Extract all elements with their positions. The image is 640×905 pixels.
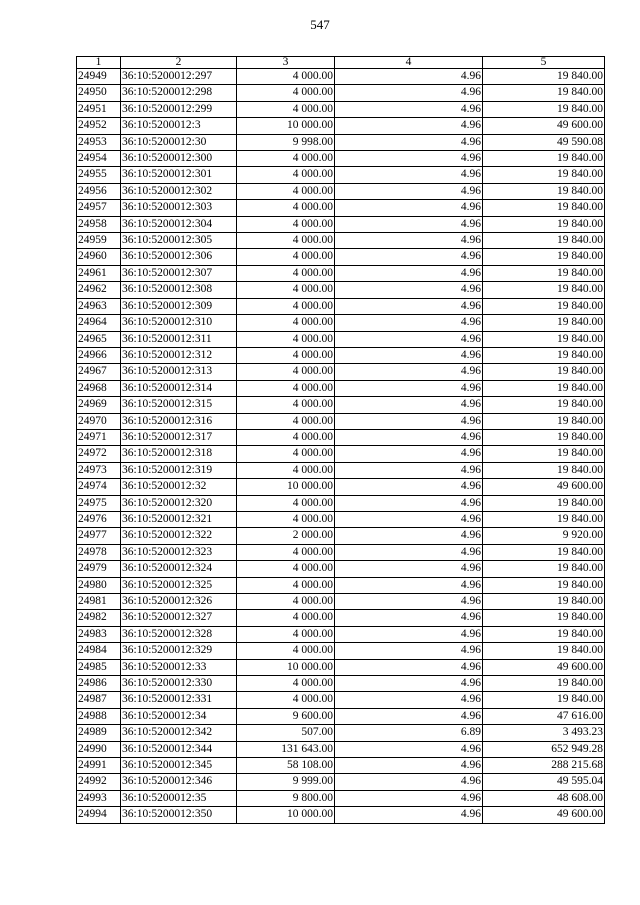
area-cell: 4 000.00	[237, 495, 335, 511]
rate-cell: 4.96	[335, 594, 483, 610]
area-cell: 4 000.00	[237, 610, 335, 626]
area-cell: 4 000.00	[237, 347, 335, 363]
area-cell: 4 000.00	[237, 183, 335, 199]
area-cell: 2 000.00	[237, 528, 335, 544]
value-cell: 48 608.00	[483, 790, 605, 806]
table-row	[77, 364, 605, 380]
value-cell: 9 920.00	[483, 528, 605, 544]
row-number-cell: 24977	[77, 528, 121, 544]
row-number-cell: 24963	[77, 298, 121, 314]
cadastral-number-cell: 36:10:5200012:32	[121, 479, 237, 495]
area-cell: 10 000.00	[237, 659, 335, 675]
value-cell: 47 616.00	[483, 708, 605, 724]
cadastral-number-cell: 36:10:5200012:309	[121, 298, 237, 314]
table-row	[77, 446, 605, 462]
row-number-cell: 24964	[77, 315, 121, 331]
value-cell: 19 840.00	[483, 643, 605, 659]
area-cell: 4 000.00	[237, 462, 335, 478]
table-row	[77, 462, 605, 478]
cadastral-number-cell: 36:10:5200012:319	[121, 462, 237, 478]
table-row	[77, 725, 605, 741]
area-cell: 4 000.00	[237, 643, 335, 659]
row-number-cell: 24957	[77, 200, 121, 216]
table-row	[77, 528, 605, 544]
row-number-cell: 24976	[77, 511, 121, 527]
rate-cell: 4.96	[335, 610, 483, 626]
cadastral-number-cell: 36:10:5200012:327	[121, 610, 237, 626]
value-cell: 49 600.00	[483, 659, 605, 675]
cadastral-number-cell: 36:10:5200012:346	[121, 774, 237, 790]
table-body	[77, 69, 605, 824]
rate-cell: 4.96	[335, 183, 483, 199]
row-number-cell: 24953	[77, 134, 121, 150]
row-number-cell: 24994	[77, 807, 121, 823]
table-row	[77, 200, 605, 216]
row-number-cell: 24984	[77, 643, 121, 659]
rate-cell: 4.96	[335, 118, 483, 134]
row-number-cell: 24975	[77, 495, 121, 511]
rate-cell: 4.96	[335, 659, 483, 675]
area-cell: 4 000.00	[237, 380, 335, 396]
row-number-cell: 24978	[77, 544, 121, 560]
row-number-cell: 24952	[77, 118, 121, 134]
value-cell: 3 493.23	[483, 725, 605, 741]
table-row	[77, 544, 605, 560]
area-cell: 10 000.00	[237, 479, 335, 495]
row-number-cell: 24979	[77, 561, 121, 577]
rate-cell: 4.96	[335, 790, 483, 806]
table-row	[77, 479, 605, 495]
cadastral-number-cell: 36:10:5200012:313	[121, 364, 237, 380]
area-cell: 4 000.00	[237, 282, 335, 298]
cadastral-number-cell: 36:10:5200012:3	[121, 118, 237, 134]
rate-cell: 4.96	[335, 479, 483, 495]
cadastral-number-cell: 36:10:5200012:322	[121, 528, 237, 544]
value-cell: 19 840.00	[483, 676, 605, 692]
rate-cell: 4.96	[335, 347, 483, 363]
value-cell: 19 840.00	[483, 101, 605, 117]
row-number-cell: 24980	[77, 577, 121, 593]
cadastral-number-cell: 36:10:5200012:312	[121, 347, 237, 363]
rate-cell: 4.96	[335, 462, 483, 478]
table-row	[77, 85, 605, 101]
value-cell: 19 840.00	[483, 85, 605, 101]
cadastral-number-cell: 36:10:5200012:316	[121, 413, 237, 429]
table-row	[77, 741, 605, 757]
value-cell: 19 840.00	[483, 233, 605, 249]
rate-cell: 4.96	[335, 216, 483, 232]
cadastral-number-cell: 36:10:5200012:303	[121, 200, 237, 216]
table-row	[77, 265, 605, 281]
cadastral-number-cell: 36:10:5200012:300	[121, 151, 237, 167]
table-row	[77, 167, 605, 183]
table-row	[77, 315, 605, 331]
cadastral-number-cell: 36:10:5200012:308	[121, 282, 237, 298]
area-cell: 9 998.00	[237, 134, 335, 150]
row-number-cell: 24959	[77, 233, 121, 249]
rate-cell: 4.96	[335, 413, 483, 429]
rate-cell: 4.96	[335, 692, 483, 708]
area-cell: 4 000.00	[237, 315, 335, 331]
cadastral-number-cell: 36:10:5200012:307	[121, 265, 237, 281]
row-number-cell: 24990	[77, 741, 121, 757]
cadastral-number-cell: 36:10:5200012:350	[121, 807, 237, 823]
value-cell: 19 840.00	[483, 577, 605, 593]
table-row	[77, 380, 605, 396]
area-cell: 4 000.00	[237, 446, 335, 462]
rate-cell: 4.96	[335, 265, 483, 281]
cadastral-number-cell: 36:10:5200012:315	[121, 397, 237, 413]
page-number: 547	[310, 17, 330, 32]
table-row	[77, 561, 605, 577]
table-row	[77, 298, 605, 314]
value-cell: 19 840.00	[483, 216, 605, 232]
rate-cell: 4.96	[335, 364, 483, 380]
rate-cell: 4.96	[335, 380, 483, 396]
cadastral-number-cell: 36:10:5200012:326	[121, 594, 237, 610]
row-number-cell: 24962	[77, 282, 121, 298]
area-cell: 4 000.00	[237, 331, 335, 347]
row-number-cell: 24988	[77, 708, 121, 724]
value-cell: 288 215.68	[483, 758, 605, 774]
row-number-cell: 24970	[77, 413, 121, 429]
rate-cell: 4.96	[335, 544, 483, 560]
table-row	[77, 708, 605, 724]
area-cell: 4 000.00	[237, 561, 335, 577]
rate-cell: 4.96	[335, 397, 483, 413]
cadastral-number-cell: 36:10:5200012:344	[121, 741, 237, 757]
rate-cell: 4.96	[335, 233, 483, 249]
table-row	[77, 183, 605, 199]
table-row	[77, 676, 605, 692]
row-number-cell: 24955	[77, 167, 121, 183]
header-row	[77, 57, 605, 69]
row-number-cell: 24966	[77, 347, 121, 363]
rate-cell: 4.96	[335, 708, 483, 724]
area-cell: 4 000.00	[237, 429, 335, 445]
cadastral-number-cell: 36:10:5200012:297	[121, 69, 237, 85]
row-number-cell: 24987	[77, 692, 121, 708]
area-cell: 4 000.00	[237, 692, 335, 708]
area-cell: 4 000.00	[237, 216, 335, 232]
area-cell: 4 000.00	[237, 101, 335, 117]
value-cell: 19 840.00	[483, 544, 605, 560]
row-number-cell: 24972	[77, 446, 121, 462]
table-row	[77, 577, 605, 593]
cadastral-number-cell: 36:10:5200012:302	[121, 183, 237, 199]
area-cell: 4 000.00	[237, 249, 335, 265]
area-cell: 9 999.00	[237, 774, 335, 790]
table-row	[77, 118, 605, 134]
cadastral-number-cell: 36:10:5200012:317	[121, 429, 237, 445]
rate-cell: 4.96	[335, 200, 483, 216]
column-header-1: 1	[77, 57, 121, 69]
value-cell: 19 840.00	[483, 561, 605, 577]
table-row	[77, 69, 605, 85]
row-number-cell: 24960	[77, 249, 121, 265]
value-cell: 19 840.00	[483, 626, 605, 642]
cadastral-number-cell: 36:10:5200012:345	[121, 758, 237, 774]
value-cell: 19 840.00	[483, 511, 605, 527]
column-header-5: 5	[483, 57, 605, 69]
area-cell: 10 000.00	[237, 118, 335, 134]
value-cell: 19 840.00	[483, 495, 605, 511]
cadastral-number-cell: 36:10:5200012:314	[121, 380, 237, 396]
row-number-cell: 24969	[77, 397, 121, 413]
value-cell: 19 840.00	[483, 594, 605, 610]
cadastral-number-cell: 36:10:5200012:330	[121, 676, 237, 692]
rate-cell: 4.96	[335, 167, 483, 183]
cadastral-number-cell: 36:10:5200012:34	[121, 708, 237, 724]
value-cell: 19 840.00	[483, 315, 605, 331]
table-row	[77, 692, 605, 708]
rate-cell: 4.96	[335, 643, 483, 659]
row-number-cell: 24965	[77, 331, 121, 347]
row-number-cell: 24961	[77, 265, 121, 281]
value-cell: 19 840.00	[483, 282, 605, 298]
cadastral-number-cell: 36:10:5200012:298	[121, 85, 237, 101]
row-number-cell: 24956	[77, 183, 121, 199]
value-cell: 49 595.04	[483, 774, 605, 790]
row-number-cell: 24983	[77, 626, 121, 642]
row-number-cell: 24974	[77, 479, 121, 495]
area-cell: 4 000.00	[237, 626, 335, 642]
rate-cell: 4.96	[335, 101, 483, 117]
value-cell: 19 840.00	[483, 69, 605, 85]
row-number-cell: 24968	[77, 380, 121, 396]
area-cell: 4 000.00	[237, 594, 335, 610]
cadastral-number-cell: 36:10:5200012:328	[121, 626, 237, 642]
rate-cell: 4.96	[335, 626, 483, 642]
table-row	[77, 134, 605, 150]
column-header-4: 4	[335, 57, 483, 69]
rate-cell: 4.96	[335, 807, 483, 823]
cadastral-number-cell: 36:10:5200012:329	[121, 643, 237, 659]
area-cell: 9 800.00	[237, 790, 335, 806]
table-row	[77, 774, 605, 790]
area-cell: 4 000.00	[237, 69, 335, 85]
row-number-cell: 24973	[77, 462, 121, 478]
rate-cell: 4.96	[335, 69, 483, 85]
cadastral-number-cell: 36:10:5200012:311	[121, 331, 237, 347]
area-cell: 4 000.00	[237, 85, 335, 101]
value-cell: 49 590.08	[483, 134, 605, 150]
cadastral-number-cell: 36:10:5200012:321	[121, 511, 237, 527]
rate-cell: 4.96	[335, 774, 483, 790]
row-number-cell: 24954	[77, 151, 121, 167]
table-row	[77, 347, 605, 363]
value-cell: 19 840.00	[483, 462, 605, 478]
cadastral-number-cell: 36:10:5200012:323	[121, 544, 237, 560]
table-row	[77, 249, 605, 265]
cadastral-number-cell: 36:10:5200012:310	[121, 315, 237, 331]
value-cell: 19 840.00	[483, 200, 605, 216]
rate-cell: 4.96	[335, 741, 483, 757]
cadastral-number-cell: 36:10:5200012:33	[121, 659, 237, 675]
area-cell: 507.00	[237, 725, 335, 741]
table-row	[77, 626, 605, 642]
rate-cell: 4.96	[335, 561, 483, 577]
cadastral-number-cell: 36:10:5200012:342	[121, 725, 237, 741]
cadastral-number-cell: 36:10:5200012:324	[121, 561, 237, 577]
row-number-cell: 24967	[77, 364, 121, 380]
row-number-cell: 24958	[77, 216, 121, 232]
rate-cell: 4.96	[335, 85, 483, 101]
value-cell: 19 840.00	[483, 183, 605, 199]
table-row	[77, 282, 605, 298]
rate-cell: 4.96	[335, 528, 483, 544]
value-cell: 49 600.00	[483, 479, 605, 495]
area-cell: 4 000.00	[237, 364, 335, 380]
area-cell: 4 000.00	[237, 577, 335, 593]
value-cell: 19 840.00	[483, 265, 605, 281]
rate-cell: 4.96	[335, 429, 483, 445]
row-number-cell: 24981	[77, 594, 121, 610]
table-row	[77, 397, 605, 413]
cadastral-number-cell: 36:10:5200012:35	[121, 790, 237, 806]
value-cell: 19 840.00	[483, 446, 605, 462]
rate-cell: 4.96	[335, 151, 483, 167]
table-row	[77, 610, 605, 626]
area-cell: 4 000.00	[237, 200, 335, 216]
value-cell: 19 840.00	[483, 151, 605, 167]
cadastral-number-cell: 36:10:5200012:325	[121, 577, 237, 593]
table-row	[77, 807, 605, 823]
area-cell: 4 000.00	[237, 233, 335, 249]
value-cell: 19 840.00	[483, 298, 605, 314]
row-number-cell: 24993	[77, 790, 121, 806]
row-number-cell: 24950	[77, 85, 121, 101]
rate-cell: 4.96	[335, 249, 483, 265]
row-number-cell: 24986	[77, 676, 121, 692]
value-cell: 19 840.00	[483, 610, 605, 626]
cadastral-number-cell: 36:10:5200012:30	[121, 134, 237, 150]
table-row	[77, 790, 605, 806]
table-row	[77, 511, 605, 527]
area-cell: 4 000.00	[237, 298, 335, 314]
cadastral-number-cell: 36:10:5200012:301	[121, 167, 237, 183]
value-cell: 19 840.00	[483, 167, 605, 183]
value-cell: 19 840.00	[483, 364, 605, 380]
value-cell: 19 840.00	[483, 380, 605, 396]
area-cell: 4 000.00	[237, 676, 335, 692]
rate-cell: 4.96	[335, 282, 483, 298]
row-number-cell: 24985	[77, 659, 121, 675]
rate-cell: 4.96	[335, 495, 483, 511]
cadastral-number-cell: 36:10:5200012:331	[121, 692, 237, 708]
value-cell: 19 840.00	[483, 429, 605, 445]
value-cell: 19 840.00	[483, 347, 605, 363]
table-row	[77, 101, 605, 117]
value-cell: 49 600.00	[483, 807, 605, 823]
cadastral-number-cell: 36:10:5200012:320	[121, 495, 237, 511]
value-cell: 19 840.00	[483, 692, 605, 708]
data-table	[76, 56, 605, 824]
row-number-cell: 24991	[77, 758, 121, 774]
area-cell: 4 000.00	[237, 397, 335, 413]
cadastral-number-cell: 36:10:5200012:318	[121, 446, 237, 462]
cadastral-number-cell: 36:10:5200012:306	[121, 249, 237, 265]
row-number-cell: 24951	[77, 101, 121, 117]
area-cell: 4 000.00	[237, 413, 335, 429]
table-row	[77, 659, 605, 675]
area-cell: 10 000.00	[237, 807, 335, 823]
rate-cell: 4.96	[335, 331, 483, 347]
value-cell: 19 840.00	[483, 249, 605, 265]
row-number-cell: 24949	[77, 69, 121, 85]
value-cell: 19 840.00	[483, 397, 605, 413]
column-header-3: 3	[237, 57, 335, 69]
area-cell: 4 000.00	[237, 151, 335, 167]
rate-cell: 4.96	[335, 446, 483, 462]
area-cell: 9 600.00	[237, 708, 335, 724]
rate-cell: 4.96	[335, 676, 483, 692]
table-row	[77, 643, 605, 659]
cadastral-number-cell: 36:10:5200012:299	[121, 101, 237, 117]
value-cell: 49 600.00	[483, 118, 605, 134]
row-number-cell: 24989	[77, 725, 121, 741]
value-cell: 19 840.00	[483, 413, 605, 429]
table-row	[77, 429, 605, 445]
value-cell: 652 949.28	[483, 741, 605, 757]
cadastral-number-cell: 36:10:5200012:304	[121, 216, 237, 232]
table-row	[77, 151, 605, 167]
table-row	[77, 233, 605, 249]
area-cell: 4 000.00	[237, 265, 335, 281]
area-cell: 4 000.00	[237, 544, 335, 560]
column-header-2: 2	[121, 57, 237, 69]
area-cell: 4 000.00	[237, 511, 335, 527]
area-cell: 58 108.00	[237, 758, 335, 774]
rate-cell: 4.96	[335, 758, 483, 774]
rate-cell: 4.96	[335, 298, 483, 314]
area-cell: 131 643.00	[237, 741, 335, 757]
row-number-cell: 24982	[77, 610, 121, 626]
cadastral-number-cell: 36:10:5200012:305	[121, 233, 237, 249]
rate-cell: 4.96	[335, 134, 483, 150]
table-row	[77, 594, 605, 610]
rate-cell: 4.96	[335, 577, 483, 593]
table-row	[77, 758, 605, 774]
rate-cell: 6.89	[335, 725, 483, 741]
table-row	[77, 495, 605, 511]
rate-cell: 4.96	[335, 315, 483, 331]
area-cell: 4 000.00	[237, 167, 335, 183]
table-row	[77, 331, 605, 347]
row-number-cell: 24992	[77, 774, 121, 790]
value-cell: 19 840.00	[483, 331, 605, 347]
table-row	[77, 216, 605, 232]
row-number-cell: 24971	[77, 429, 121, 445]
table-row	[77, 413, 605, 429]
rate-cell: 4.96	[335, 511, 483, 527]
